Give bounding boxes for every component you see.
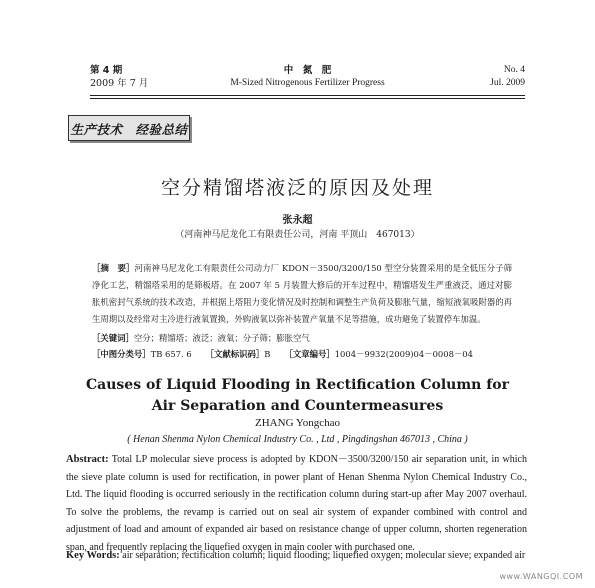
keywords-cn [92, 332, 512, 345]
abstract-cn-text: 河南神马尼龙化工有限责任公司动力厂 KDON－3500/3200/150 型空分装置采用的是全低压分子筛净化工艺，精馏塔采用的是筛板塔。在 2007 年 5 月装置大修后的开车过程中，精馏塔发生严重液泛，通过对膨胀机密封气系统的技术改造，并根据上塔阻力变化情况及时控制和调整生产负荷及膨胀气量，缩短液氧吸附器的再生周期以及经常对主冷进行液氧置换，外购液氧以弥补装置产氧量不足等措施，成功避免了装置停车加温。 [92, 263, 513, 324]
journal-name-cn: 中 氮 肥 [283, 65, 332, 76]
classification-cn [92, 348, 522, 361]
header-rule-thick [90, 95, 525, 96]
watermark: www.WANGQI.COM [499, 572, 583, 581]
date-en: Jul. 2009 [490, 78, 525, 88]
article-title-en-line1: Causes of Liquid Flooding in Rectification Column for [86, 377, 509, 393]
abstract-cn [92, 260, 512, 328]
abstract-en-label: Abstract: [66, 454, 109, 465]
article-number-label: ［文章编号］ [284, 349, 335, 359]
issue-en: No. 4 [503, 65, 525, 75]
keywords-en-label: Key Words: [66, 550, 120, 561]
author-cn: 张永超 [282, 215, 313, 226]
affiliation-en: ( Henan Shenma Nylon Chemical Industry Co. , Ltd , Pingdingshan 467013 , China ) [127, 434, 468, 445]
header-center [90, 64, 525, 90]
section-banner [68, 115, 190, 141]
journal-name-en: M-Sized Nitrogenous Fertilizer Progress [230, 78, 385, 88]
affiliation-cn: （河南神马尼龙化工有限责任公司，河南 平顶山 467013） [175, 230, 420, 240]
article-title-cn: 空分精馏塔液泛的原因及处理 [160, 177, 434, 199]
issue-cn: 第 4 期 [90, 65, 123, 76]
header-rule-thin [90, 98, 525, 99]
doc-code-label: ［文献标识码］ [205, 349, 265, 359]
clc-value: TB 657. 6 [150, 349, 192, 359]
abstract-en-text: Total LP molecular sieve process is adopted by KDON－3500/3200/150 air separation unit, in which the sieve plate column is used for rectification, in power plant of Henan Shenma Nylon Chemical Industry Co., Ltd. The liquid flooding is occurred seriously in the rectification column during start-up after May 2007 overhaul. To solve the problems, the revamp is carried out on seal air system of expander combined with control and adjustment of load and amount of expanded air based on resistance change of upper column, shorten regeneration span, and frequently replacing the liquefied oxygen in main cooler with purchased one. [66, 454, 527, 553]
doc-code-value: B [264, 349, 271, 359]
header-right [490, 64, 525, 90]
section-banner-text: 生产技术 经验总结 [70, 122, 188, 137]
date-cn: 2009 年 7 月 [90, 78, 149, 89]
abstract-en [66, 451, 527, 556]
running-header [90, 64, 525, 94]
keywords-cn-label: ［关键词］ [92, 333, 134, 343]
keywords-en-text: air separation; rectification column; liquid flooding; liquefied oxygen; molecular sieve; expanded air [122, 550, 526, 561]
article-title-en [0, 375, 595, 417]
keywords-cn-text: 空分；精馏塔；液泛；液氧；分子筛；膨胀空气 [133, 333, 310, 343]
abstract-cn-label: ［摘 要］ [92, 263, 135, 273]
author-en: ZHANG Yongchao [255, 417, 340, 429]
article-number-value: 1004－9932(2009)04－0008－04 [334, 349, 473, 359]
keywords-en [66, 547, 527, 565]
clc-label: ［中图分类号］ [92, 349, 151, 359]
article-title-en-line2: Air Separation and Countermeasures [151, 398, 444, 414]
